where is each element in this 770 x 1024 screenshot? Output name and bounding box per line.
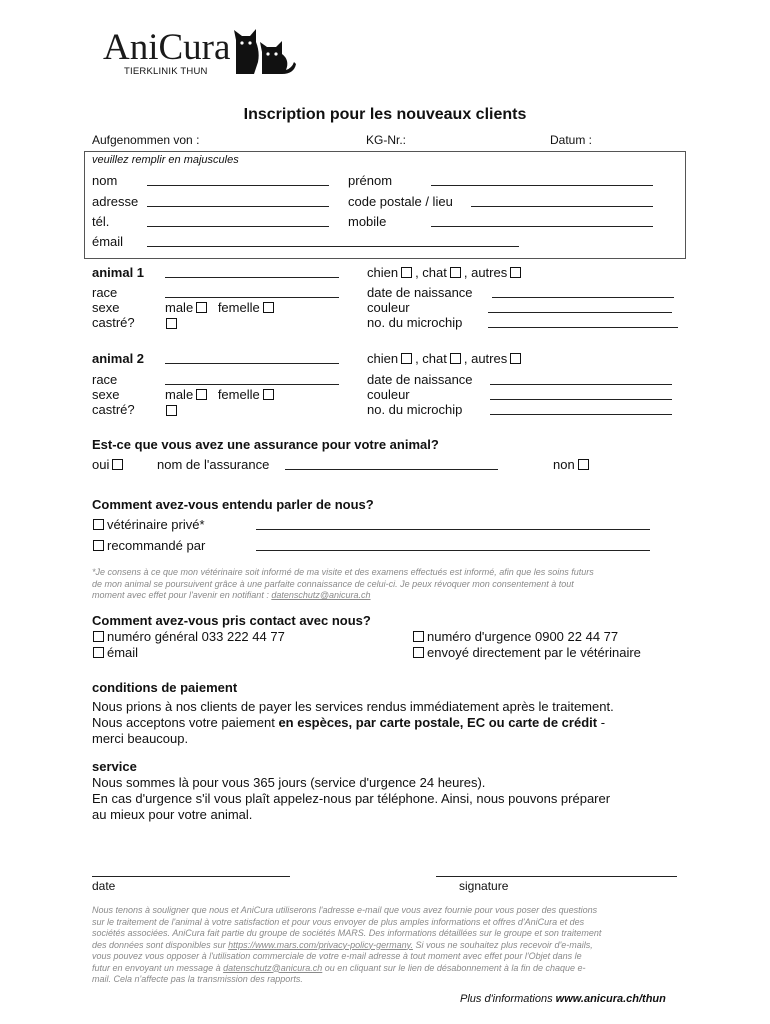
adresse-label: adresse [92, 194, 139, 209]
payment-line: merci beaucoup. [92, 731, 189, 746]
adresse-field[interactable] [147, 206, 329, 207]
email-field[interactable] [147, 246, 519, 247]
received-by-label: Aufgenommen von : [92, 133, 200, 147]
insurance-oui [92, 457, 126, 472]
privacy-text: ou en cliquant sur le lien de désabonnement à la fin de chaque e- [322, 962, 586, 973]
service-line: au mieux pour votre animal. [92, 807, 253, 822]
privacy-email-link[interactable]: datenschutz@anicura.ch [223, 962, 323, 973]
recommended-label: recommandé par [107, 538, 206, 553]
femelle-checkbox[interactable] [263, 302, 274, 313]
vet-referral-checkbox[interactable] [413, 647, 424, 658]
heard-recommended-field[interactable] [256, 550, 650, 551]
payment-text [92, 699, 614, 747]
service-text [92, 775, 610, 823]
contact-emergency [410, 629, 618, 644]
consent-note [92, 567, 594, 602]
privacy-text: futur en envoyant un message à [92, 962, 224, 973]
animal2-dob-field[interactable] [490, 384, 672, 385]
mobile-label: mobile [348, 214, 387, 229]
contact-vet [410, 645, 641, 660]
chat-label: , chat [415, 265, 447, 280]
animal1-species [367, 265, 524, 280]
animal1-castre-label: castré? [92, 315, 135, 330]
animal2-species [367, 351, 524, 366]
animal2-name-field[interactable] [165, 363, 339, 364]
service-line: Nous sommes là pour vous 365 jours (service d'urgence 24 heures). [92, 775, 486, 790]
footer-text: Plus d'informations [460, 993, 556, 1005]
vet-label: vétérinaire privé* [107, 517, 205, 532]
male-checkbox[interactable] [196, 302, 207, 313]
animal1-castre-checkbox[interactable] [166, 318, 177, 329]
insurance-name-label: nom de l'assurance [157, 457, 270, 472]
chien-label: chien [367, 265, 399, 280]
heard-vet-field[interactable] [256, 529, 650, 530]
animal1-race-label: race [92, 285, 118, 300]
emergency-label: numéro d'urgence 0900 22 44 77 [427, 629, 619, 644]
logo-subtitle: TIERKLINIK THUN [124, 66, 208, 77]
consent-line: de mon animal se poursuivent grâce à une parfaite connaissance de celui-ci. Je peux révoquer mon consentement à tout [92, 578, 574, 589]
male-label: male [165, 300, 194, 315]
postal-field[interactable] [471, 206, 653, 207]
privacy-text: Si vous ne souhaitez plus recevoir d'e-mails, [412, 939, 593, 950]
emergency-checkbox[interactable] [413, 631, 424, 642]
general-checkbox[interactable] [93, 631, 104, 642]
mars-privacy-link[interactable]: https://www.mars.com/privacy-policy-germany. [228, 939, 413, 950]
email-label: émail [92, 234, 124, 249]
contact-question: Comment avez-vous pris contact avec nous? [92, 613, 371, 628]
privacy-line: vous pouvez vous opposer à l'utilisation commerciale de votre e-mail adresse à tout moment avec effet pour l'Objet dans le [92, 951, 582, 961]
privacy-line [92, 963, 601, 975]
nom-field[interactable] [147, 185, 329, 186]
privacy-line: sociétés associées. AniCura fait partie du groupe de sociétés MARS. Des informations détaillées sur le groupe et son traitement [92, 928, 602, 938]
postal-label: code postale / lieu [348, 194, 453, 209]
animal2-sex-options [165, 387, 277, 402]
privacy-line: sur le traitement de l'animal à votre satisfaction et pour vous envoyer de plus amples informations et offres d'AniCura et des [92, 916, 585, 927]
animal1-dob-field[interactable] [492, 297, 674, 298]
chat-checkbox[interactable] [450, 267, 461, 278]
service-title: service [92, 759, 137, 774]
animal1-couleur-label: couleur [367, 300, 410, 315]
chien-label: chien [367, 351, 399, 366]
chien-checkbox[interactable] [401, 267, 412, 278]
prenom-field[interactable] [431, 185, 653, 186]
femelle-label: femelle [217, 387, 260, 402]
heard-vet [90, 517, 205, 532]
footer-url-link[interactable]: www.anicura.ch/thun [555, 993, 666, 1005]
chat-label: , chat [415, 351, 447, 366]
privacy-line [92, 940, 601, 952]
animal1-sex-options [165, 300, 277, 315]
instruction-text: veuillez remplir en majuscules [92, 154, 239, 166]
page-title: Inscription pour les nouveaux clients [243, 106, 527, 123]
payment-title: conditions de paiement [92, 680, 238, 695]
nom-label: nom [92, 173, 118, 188]
payment-text-part: - [597, 715, 606, 730]
service-line: En cas d'urgence s'il vous plaît appelez-nous par téléphone. Ainsi, nous pouvons préparer [92, 791, 611, 806]
payment-text-part: Nous acceptons votre paiement [92, 715, 279, 730]
animal2-chip-label: no. du microchip [367, 402, 463, 417]
chien-checkbox[interactable] [401, 353, 412, 364]
signature-label: signature [459, 879, 509, 893]
insurance-name-field[interactable] [285, 469, 498, 470]
animal2-couleur-label: couleur [367, 387, 410, 402]
animal2-title: animal 2 [92, 351, 145, 366]
animal2-sexe-label: sexe [92, 387, 120, 402]
contact-general [90, 629, 285, 644]
animal2-race-field[interactable] [165, 384, 339, 385]
date-sign-label: date [92, 879, 116, 893]
privacy-line: mail. Cela n'affecte pas la transmission des rapports. [92, 974, 303, 984]
animal2-castre-checkbox[interactable] [166, 405, 177, 416]
date-label: Datum : [550, 133, 593, 147]
tel-label: tél. [92, 214, 110, 229]
animal1-couleur-field[interactable] [488, 312, 672, 313]
animal2-chip-field[interactable] [490, 414, 672, 415]
payment-line [92, 715, 614, 731]
email-checkbox[interactable] [93, 647, 104, 658]
non-label: non [553, 457, 575, 472]
animal2-dob-label: date de naissance [367, 372, 473, 387]
animal2-couleur-field[interactable] [490, 399, 672, 400]
autres-checkbox[interactable] [510, 353, 521, 364]
consent-email-link[interactable]: datenschutz@anicura.ch [271, 590, 371, 600]
animal1-race-field[interactable] [165, 297, 339, 298]
animal1-chip-field[interactable] [488, 327, 678, 328]
consent-line [92, 590, 594, 602]
prenom-label: prénom [348, 173, 393, 188]
tel-field[interactable] [147, 226, 329, 227]
male-checkbox[interactable] [196, 389, 207, 400]
heard-question: Comment avez-vous entendu parler de nous? [92, 497, 374, 512]
privacy-note [92, 905, 601, 986]
contact-email [90, 645, 138, 660]
oui-checkbox[interactable] [112, 459, 123, 470]
logo-name: AniCura [103, 27, 231, 68]
footer [460, 993, 666, 1005]
autres-checkbox[interactable] [510, 267, 521, 278]
non-checkbox[interactable] [578, 459, 589, 470]
cats-logo-icon [232, 26, 298, 76]
vet-checkbox[interactable] [93, 519, 104, 530]
male-label: male [165, 387, 194, 402]
autres-label: , autres [463, 265, 508, 280]
consent-line: *Je consens à ce que mon vétérinaire soit informé de ma visite et des examens effectués est informé, afin que les soins futurs [92, 567, 594, 577]
date-sign-field[interactable] [92, 876, 290, 877]
consent-text: moment avec effet pour l'avenir en notifiant : [92, 590, 269, 600]
femelle-label: femelle [217, 300, 260, 315]
chat-checkbox[interactable] [450, 353, 461, 364]
privacy-line: Nous tenons à souligner que nous et AniCura utiliserons l'adresse e-mail que vous avez fournie pour vous poser des questions [92, 905, 598, 915]
general-label: numéro général 033 222 44 77 [107, 629, 285, 644]
insurance-question: Est-ce que vous avez une assurance pour votre animal? [92, 437, 439, 452]
animal1-dob-label: date de naissance [367, 285, 473, 300]
mobile-field[interactable] [431, 226, 653, 227]
oui-label: oui [92, 457, 110, 472]
insurance-non [553, 457, 592, 472]
privacy-text: des données sont disponibles sur [92, 939, 229, 950]
animal1-title: animal 1 [92, 265, 145, 280]
payment-methods: en espèces, par carte postale, EC ou carte de crédit [278, 715, 598, 730]
email-label: émail [107, 645, 139, 660]
animal2-race-label: race [92, 372, 118, 387]
payment-line: Nous prions à nos clients de payer les services rendus immédiatement après le traitement. [92, 699, 614, 714]
kg-number-label: KG-Nr.: [366, 133, 407, 147]
autres-label: , autres [463, 351, 508, 366]
vet-referral-label: envoyé directement par le vétérinaire [427, 645, 641, 660]
animal1-name-field[interactable] [165, 277, 339, 278]
animal1-sexe-label: sexe [92, 300, 120, 315]
signature-field[interactable] [436, 876, 677, 877]
heard-recommended [90, 538, 205, 553]
femelle-checkbox[interactable] [263, 389, 274, 400]
animal1-chip-label: no. du microchip [367, 315, 463, 330]
recommended-checkbox[interactable] [93, 540, 104, 551]
animal2-castre-label: castré? [92, 402, 135, 417]
